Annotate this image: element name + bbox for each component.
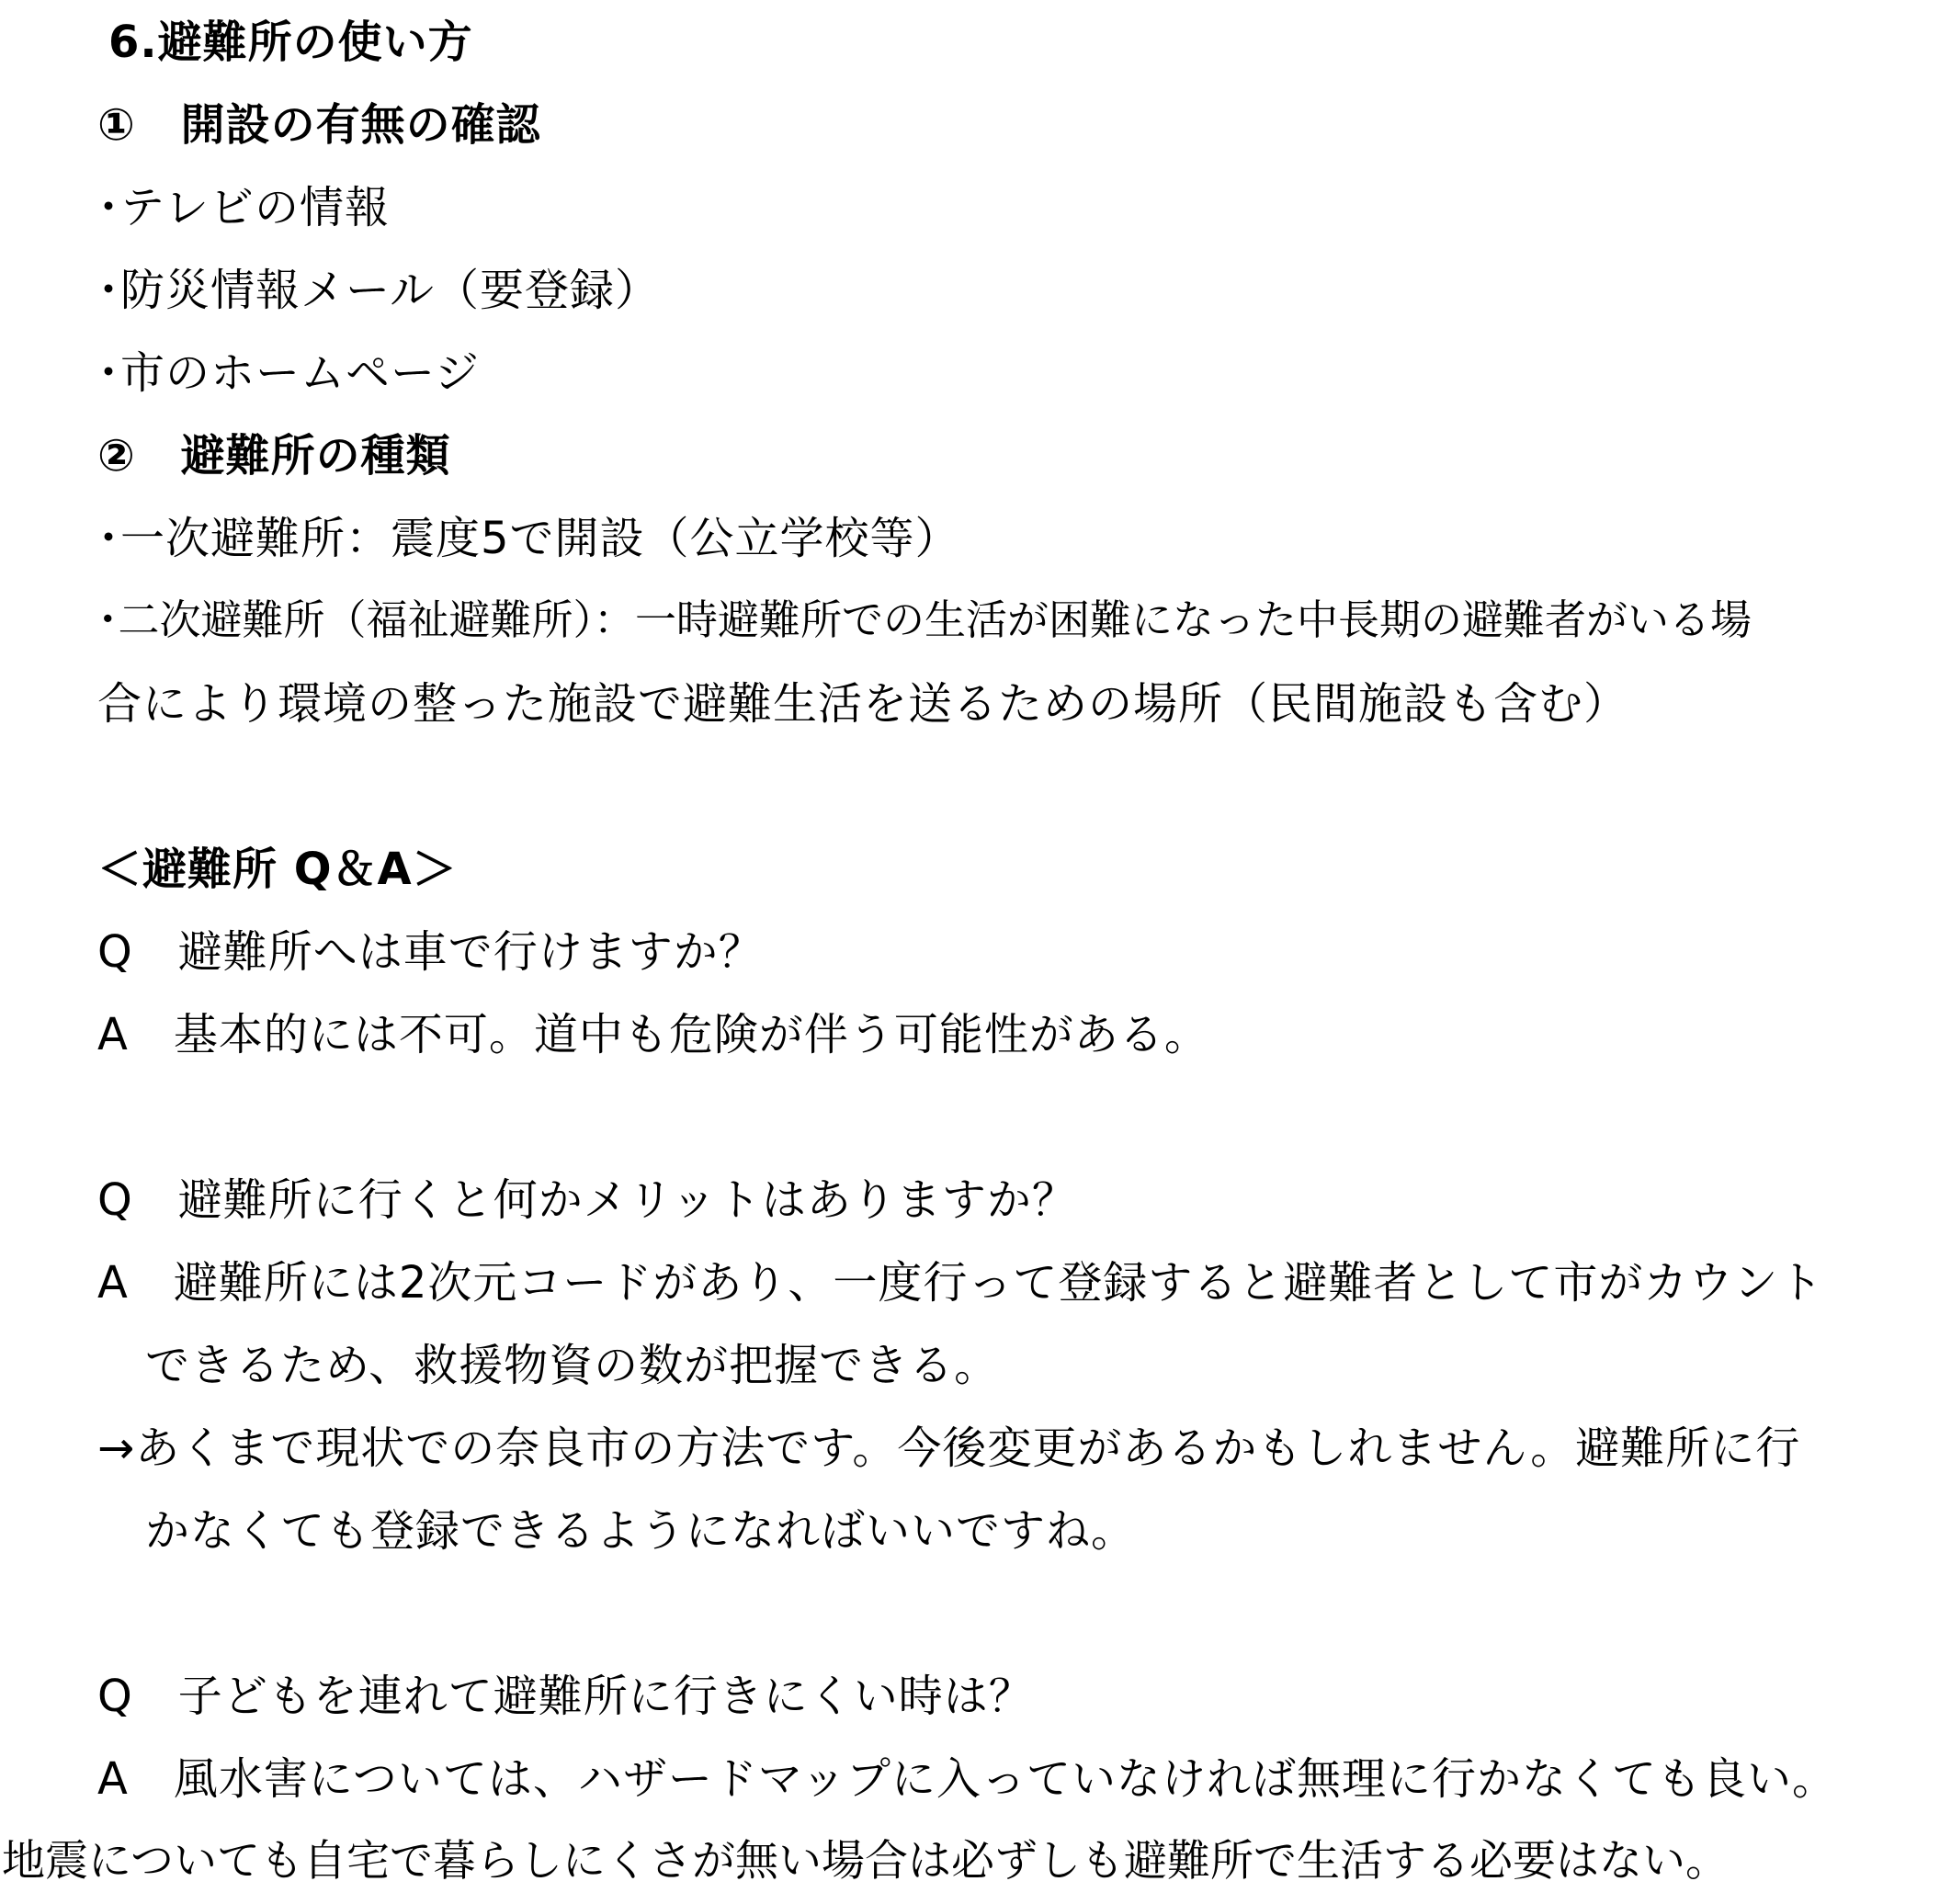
note-continued: かなくても登録できるようになればいいですね。 — [145, 1505, 1137, 1557]
section1-item: ･市のホームページ — [97, 347, 481, 399]
section1-item: ･防災情報メール（要登録） — [97, 265, 661, 316]
answer: A 風水害については、ハザードマップに入っていなければ無理に行かなくても良い。 — [97, 1753, 1837, 1805]
answer-continued: 地震についても自宅で暮らしにくさが無い場合は必ずしも避難所で生活する必要はない。 — [2, 1836, 1730, 1887]
question: Q 子どもを連れて避難所に行きにくい時は？ — [97, 1671, 1034, 1722]
section2-title: ② 避難所の種類 — [97, 430, 451, 482]
question: Q 避難所へは車で行けますか？ — [97, 926, 764, 978]
section1-item: ･テレビの情報 — [97, 182, 391, 233]
section1-title: ① 開設の有無の確認 — [97, 99, 541, 151]
page-heading: 6.避難所の使い方 — [108, 17, 473, 68]
note: →あくまで現状での奈良市の方法です。今後変更があるかもしれません。避難所に行 — [97, 1422, 1801, 1474]
qa-title: ＜避難所 Q＆A＞ — [97, 844, 458, 895]
section2-item: ･一次避難所：震度5で開設（公立学校等） — [97, 513, 960, 564]
section2-item: ･二次避難所（福祉避難所）：一時避難所での生活が困難になった中長期の避難者がいる場 — [97, 595, 1752, 644]
question: Q 避難所に行くと何かメリットはありますか？ — [97, 1174, 1077, 1226]
answer: A 避難所には2次元コードがあり、一度行って登録すると避難者として市がカウント — [97, 1257, 1824, 1309]
answer-continued: できるため、救援物資の数が把握できる。 — [145, 1340, 1000, 1391]
answer: A 基本的には不可。道中も危険が伴う可能性がある。 — [97, 1009, 1209, 1060]
section2-item-continued: 合により環境の整った施設で避難生活を送るための場所（民間施設も含む） — [97, 678, 1629, 730]
